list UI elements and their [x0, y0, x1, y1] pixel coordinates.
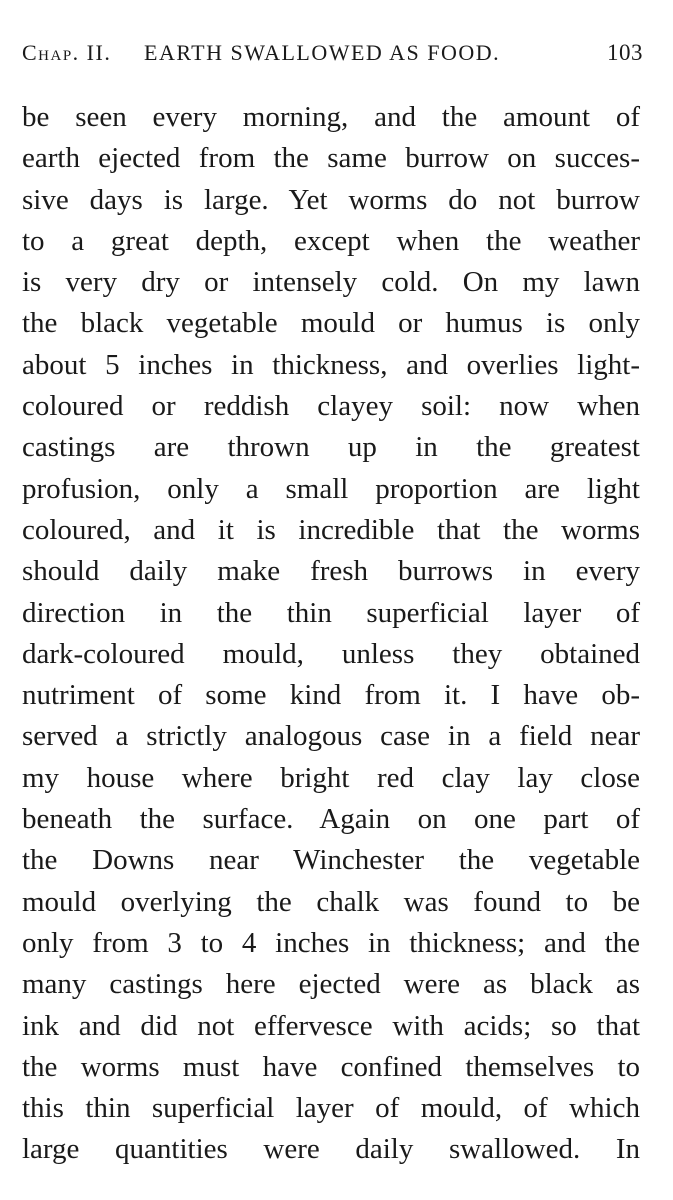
text-line-content: about 5 inches in thickness, and overlies light-: [22, 348, 640, 381]
text-line: [22, 345, 640, 386]
text-line: [22, 221, 640, 262]
text-line: [22, 427, 640, 468]
text-line-content: coloured, and it is incredible that the worms: [22, 513, 640, 546]
text-line-content: served a strictly analogous case in a field near: [22, 720, 640, 753]
text-line: [22, 469, 640, 510]
text-line: [22, 675, 640, 716]
text-line-content: is very dry or intensely cold. On my lawn: [22, 266, 640, 299]
page-number: 103: [607, 40, 643, 65]
text-line-content: large quantities were daily swallowed. In: [22, 1133, 640, 1166]
text-line: [22, 799, 640, 840]
text-line: [22, 1006, 640, 1047]
text-line: [22, 262, 640, 303]
text-line: [22, 386, 640, 427]
text-line-content: profusion, only a small proportion are light: [22, 472, 640, 505]
text-line-content: dark-coloured mould, unless they obtained: [22, 637, 640, 670]
text-line: [22, 1088, 640, 1129]
text-line-content: nutriment of some kind from it. I have ob-: [22, 679, 640, 712]
text-line-content: the black vegetable mould or humus is only: [22, 307, 640, 340]
text-line: [22, 882, 640, 923]
text-line-content: this thin superficial layer of mould, of which: [22, 1092, 640, 1125]
text-line: [22, 634, 640, 675]
text-line: [22, 138, 640, 179]
text-line-content: many castings here ejected were as black as: [22, 968, 640, 1001]
text-line: [22, 593, 640, 634]
text-line: [22, 1129, 640, 1170]
text-line-content: should daily make fresh burrows in every: [22, 555, 640, 588]
text-line-content: my house where bright red clay lay close: [22, 761, 640, 794]
text-line-content: to a great depth, except when the weather: [22, 224, 640, 257]
text-line-content: coloured or reddish clayey soil: now when: [22, 390, 640, 423]
text-line-content: only from 3 to 4 inches in thickness; and the: [22, 926, 640, 959]
text-line-content: the Downs near Winchester the vegetable: [22, 844, 640, 877]
text-line: [22, 716, 640, 757]
body-text: [22, 97, 640, 1171]
text-line-content: earth ejected from the same burrow on succes-: [22, 142, 640, 175]
text-line: [22, 180, 640, 221]
text-line: [22, 97, 640, 138]
text-line: [22, 840, 640, 881]
text-line: [22, 1047, 640, 1088]
text-line: [22, 964, 640, 1005]
text-line: [22, 923, 640, 964]
text-line: [22, 551, 640, 592]
text-line-content: mould overlying the chalk was found to be: [22, 885, 640, 918]
text-line-content: the worms must have confined themselves to: [22, 1050, 640, 1083]
chapter-label: Chap. II.: [22, 40, 112, 65]
text-line: [22, 758, 640, 799]
text-line: [22, 303, 640, 344]
text-line-content: direction in the thin superficial layer of: [22, 596, 640, 629]
text-line: [22, 510, 640, 551]
text-line-content: castings are thrown up in the greatest: [22, 431, 640, 464]
text-line-content: sive days is large. Yet worms do not burrow: [22, 183, 640, 216]
text-line-content: ink and did not effervesce with acids; so that: [22, 1009, 640, 1042]
text-line-content: beneath the surface. Again on one part of: [22, 803, 640, 836]
text-line-content: be seen every morning, and the amount of: [22, 101, 640, 133]
running-head: [22, 40, 643, 74]
running-title: EARTH SWALLOWED AS FOOD.: [144, 40, 501, 65]
